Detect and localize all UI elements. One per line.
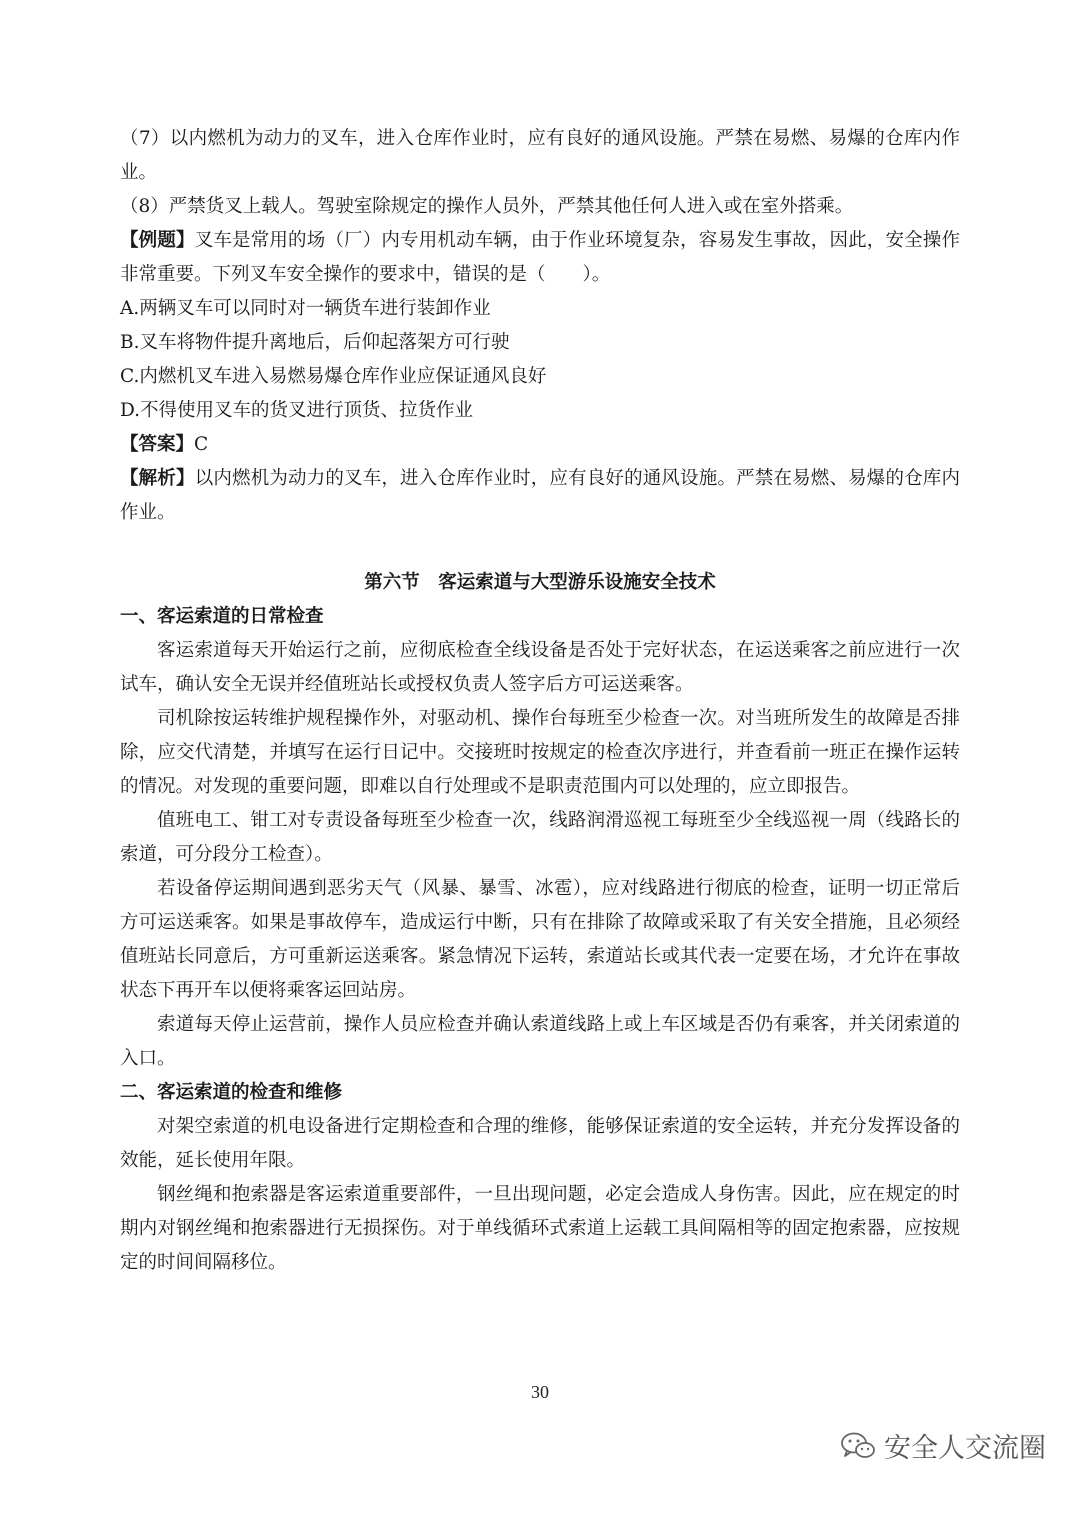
- option-a: A.两辆叉车可以同时对一辆货车进行装卸作业: [120, 298, 491, 319]
- option-d: D.不得使用叉车的货叉进行顶货、拉货作业: [120, 400, 474, 421]
- subsection-heading-2: 二、客运索道的检查和维修: [120, 1082, 343, 1103]
- analysis: [120, 462, 960, 530]
- paragraph: 客运索道每天开始运行之前，应彻底检查全线设备是否处于完好状态，在运送乘客之前应进行一次试车，确认安全无误并经值班站长或授权负责人签字后方可运送乘客。: [120, 640, 960, 695]
- paragraph: 若设备停运期间遇到恶劣天气（风暴、暴雪、冰雹），应对线路进行彻底的检查，证明一切正常后方可运送乘客。如果是事故停车，造成运行中断，只有在排除了故障或采取了有关安全措施，且必须经值班站长同意后，方可重新运送乘客。紧急情况下运转，索道站长或其代表一定要在场，才允许在事故状态下再开车以便将乘客运回站房。: [120, 878, 960, 1001]
- page-number: 30: [531, 1382, 549, 1402]
- paragraph: 对架空索道的机电设备进行定期检查和合理的维修，能够保证索道的安全运转，并充分发挥设备的效能，延长使用年限。: [120, 1116, 960, 1171]
- subsection-heading-1: 一、客运索道的日常检查: [120, 606, 324, 627]
- wechat-icon: [840, 1431, 876, 1461]
- list-item-7: （7）以内燃机为动力的叉车，进入仓库作业时，应有良好的通风设施。严禁在易燃、易爆的仓库内作业。: [120, 128, 960, 183]
- page-content: [120, 122, 960, 1280]
- answer: [120, 428, 960, 462]
- example-tag: 【例题】: [120, 230, 195, 251]
- watermark: [840, 1426, 1046, 1465]
- watermark-text: 安全人交流圈: [884, 1433, 1046, 1464]
- paragraph: 索道每天停止运营前，操作人员应检查并确认索道线路上或上车区域是否仍有乘客，并关闭索道的入口。: [120, 1014, 960, 1069]
- paragraph: 值班电工、钳工对专责设备每班至少检查一次，线路润滑巡视工每班至少全线巡视一周（线路长的索道，可分段分工检查）。: [120, 810, 960, 865]
- answer-value: C: [194, 434, 209, 455]
- list-item-8: （8）严禁货叉上载人。驾驶室除规定的操作人员外，严禁其他任何人进入或在室外搭乘。: [120, 196, 854, 217]
- analysis-text: 以内燃机为动力的叉车，进入仓库作业时，应有良好的通风设施。严禁在易燃、易爆的仓库内作业。: [120, 468, 960, 523]
- option-c: C.内燃机叉车进入易燃易爆仓库作业应保证通风良好: [120, 366, 547, 387]
- paragraph: 司机除按运转维护规程操作外，对驱动机、操作台每班至少检查一次。对当班所发生的故障是否排除，应交代清楚，并填写在运行日记中。交接班时按规定的检查次序进行，并查看前一班正在操作运转的情况。对发现的重要问题，即难以自行处理或不是职责范围内可以处理的，应立即报告。: [120, 708, 960, 797]
- option-b: B.叉车将物件提升离地后，后仰起落架方可行驶: [120, 332, 510, 353]
- answer-tag: 【答案】: [120, 434, 195, 455]
- section-title: 第六节 客运索道与大型游乐设施安全技术: [364, 572, 716, 593]
- example-question: [120, 224, 960, 292]
- analysis-tag: 【解析】: [120, 468, 195, 489]
- paragraph: 钢丝绳和抱索器是客运索道重要部件，一旦出现问题，必定会造成人身伤害。因此，应在规定的时期内对钢丝绳和抱索器进行无损探伤。对于单线循环式索道上运载工具间隔相等的固定抱索器，应按规定的时间间隔移位。: [120, 1184, 960, 1273]
- example-text: 叉车是常用的场（厂）内专用机动车辆，由于作业环境复杂，容易发生事故，因此，安全操作非常重要。下列叉车安全操作的要求中，错误的是（ ）。: [120, 230, 960, 285]
